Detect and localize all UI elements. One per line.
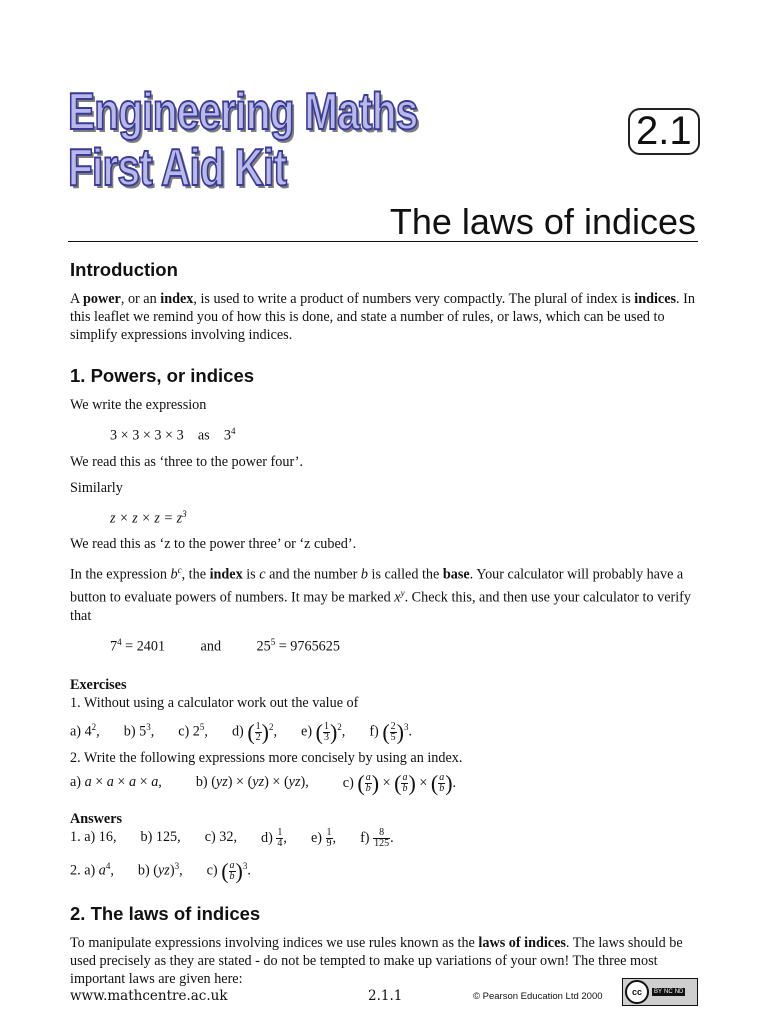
section1-line1: We write the expression — [70, 397, 207, 413]
exercise-q2: 2. Write the following expressions more concisely by using an index. — [70, 749, 463, 766]
creative-commons-badge — [622, 978, 698, 1006]
exercises-heading: Exercises — [70, 676, 127, 693]
section1-paragraph: In the expression $b^c$, the index is c and the number b is called the base. Your calculator will probably have a button to evaluate powers of numbers. It may be marked $x^y$. Check this, and then use your calculator to verify that — [70, 565, 691, 624]
section2-heading: 2. The laws of indices — [70, 902, 261, 924]
page-number: 2.1.1 — [368, 988, 403, 1004]
copyright-notice: © Pearson Education Ltd 2000 — [473, 991, 603, 1002]
footer-url[interactable]: www.mathcentre.ac.uk — [70, 988, 228, 1004]
answers-line-1: 1. a) 16, b) 125, c) 32, d) $\frac{1}{4}$ , e) $\frac{1}{9}$ , f) $\frac{8}{125}$ . — [70, 826, 394, 849]
expression-1: 3 × 3 × 3 × 3 as $3^4$ — [110, 426, 236, 444]
section1-line3: Similarly — [70, 479, 123, 496]
section1-line4: We read this as ‘z to the power three’ or ‘z cubed’. — [70, 536, 357, 553]
section2-text: To manipulate expressions involving indices we use rules known as the laws of indices. The laws should be used precisely as they are stated - do not be tempted to make up variations of your own! The three most important laws are given here: — [70, 934, 683, 987]
title-rule — [68, 241, 698, 242]
brand-logo — [68, 84, 516, 196]
intro-heading: Introduction — [70, 259, 178, 280]
leaflet-number-badge: 2.1 — [628, 108, 700, 155]
verification-examples: $7^4 = 2401$ and $25^5 = 9765625$ — [110, 636, 340, 655]
page-title: The laws of indices — [389, 201, 696, 242]
expression-2: $z \times z \times z = z^3$ — [110, 508, 187, 527]
exercise-q2-items: a) a × a × a × a, b) (yz) × (yz) × (yz), c) ( $\frac{a}{b}$ ) × ( $\frac{a}{b}$ ) × ( $\frac{a}{b}$ ). — [70, 770, 457, 796]
footer — [70, 988, 698, 1008]
intro-text: A power, or an index, is used to write a product of numbers very compactly. The plural of index is indices. In this leaflet we remind you of how this is done, and state a number of rules, or laws, which can be used to simplify expressions involving indices. — [70, 291, 695, 343]
brand-line-1: Engineering Maths — [68, 83, 418, 141]
exercise-q1: 1. Without using a calculator work out the value of — [70, 694, 359, 711]
main-content — [70, 258, 698, 988]
cc-license-labels: BY NC ND — [654, 989, 684, 995]
answers-line-2: 2. a) $a^4$, b) (yz)$^3$, c) ( $\frac{a}{b}$ )$^3$. — [70, 858, 251, 884]
exercise-q1-items: a) $4^2$, b) $5^3$, c) $2^5$, d) ( $\frac{1}{2}$ )$^2$, e) ( $\frac{1}{3}$ )$^2$, f) ( $\frac{2}{5}$ )$^3$. — [70, 719, 413, 745]
cc-icon: cc — [625, 980, 649, 1004]
section1-heading: 1. Powers, or indices — [70, 365, 255, 386]
section1-line2: We read this as ‘three to the power four’. — [70, 453, 303, 470]
answers-heading: Answers — [70, 810, 123, 827]
brand-line-2: First Aid Kit — [68, 139, 287, 197]
